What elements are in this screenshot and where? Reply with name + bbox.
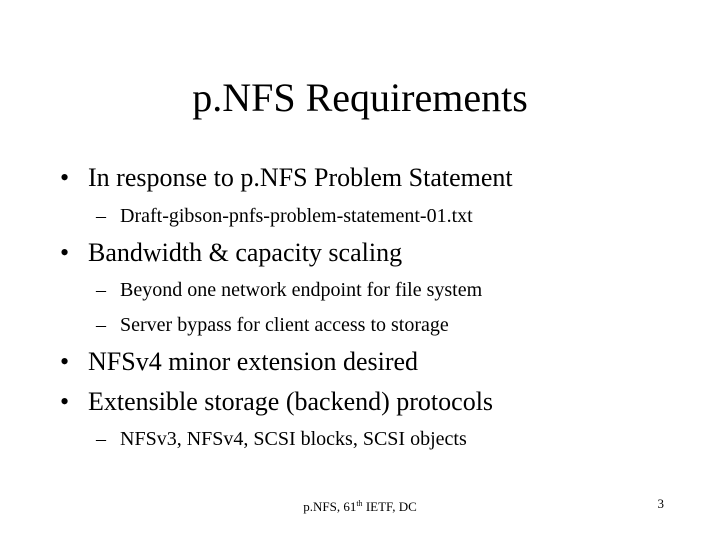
slide-title: p.NFS Requirements (192, 75, 528, 120)
sub-bullet-text: NFSv3, NFSv4, SCSI blocks, SCSI objects (120, 428, 467, 450)
page-number: 3 (657, 496, 664, 511)
dash-icon: – (96, 428, 106, 450)
bullet-text: Bandwidth & capacity scaling (88, 238, 403, 267)
slide-footer (0, 496, 720, 515)
sub-bullet-text: Beyond one network endpoint for file system (120, 279, 483, 301)
bullet-icon: • (60, 387, 70, 416)
dash-icon: – (96, 279, 106, 301)
dash-icon: – (96, 314, 106, 336)
bullet-item (60, 162, 513, 194)
bullet-text: Extensible storage (backend) protocols (88, 387, 494, 416)
sub-bullet-text: Draft-gibson-pnfs-problem-statement-01.txt (120, 205, 473, 227)
footer-prefix: p.NFS, 61 (303, 499, 357, 514)
footer-suffix: IETF, DC (362, 499, 417, 514)
sub-bullet-item (96, 277, 482, 303)
sub-bullet-item (96, 203, 473, 229)
bullet-text: NFSv4 minor extension desired (88, 347, 419, 376)
bullet-item (60, 386, 493, 418)
bullet-item (60, 346, 418, 378)
dash-icon: – (96, 205, 106, 227)
sub-bullet-text: Server bypass for client access to storage (120, 314, 449, 336)
bullet-icon: • (60, 347, 70, 376)
sub-bullet-item (96, 426, 467, 452)
bullet-icon: • (60, 163, 70, 192)
sub-bullet-item (96, 312, 449, 338)
bullet-text: In response to p.NFS Problem Statement (88, 163, 513, 192)
bullet-item (60, 237, 402, 269)
bullet-icon: • (60, 238, 70, 267)
footer-superscript: th (356, 499, 363, 508)
